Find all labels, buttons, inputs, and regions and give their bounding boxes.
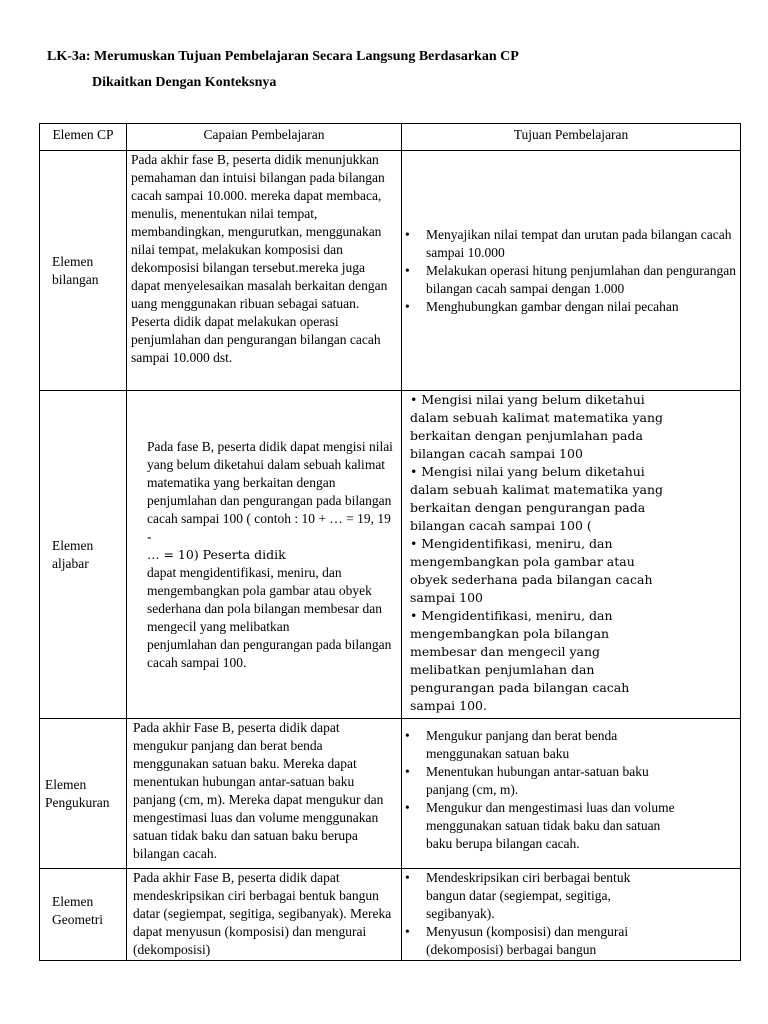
- tujuan-list: [402, 727, 680, 853]
- elemen-cell: Elemen bilangan: [40, 151, 127, 391]
- tujuan-cell: [402, 151, 741, 391]
- document-title: LK-3a: Merumuskan Tujuan Pembelajaran Secara Langsung Berdasarkan CP: [47, 49, 519, 64]
- capaian-cell: Pada akhir fase B, peserta didik menunjukkan pemahaman dan intuisi bilangan pada bilangan cacah sampai 10.000. mereka dapat membaca, menulis, menentukan nilai tempat, membandingkan, mengurutkan, menggunakan nilai tempat, melakukan komposisi dan dekomposisi bilangan tersebut.mereka juga dapat menyelesaikan masalah berkaitan dengan uang menggunakan ribuan sebagai satuan. Peserta didik dapat melakukan operasi penjumlahan dan pengurangan bilangan cacah sampai 10.000 dst.: [127, 151, 402, 391]
- table-row: [40, 869, 741, 961]
- tujuan-cell: • Mengisi nilai yang belum diketahui dalam sebuah kalimat matematika yang berkaitan dengan penjumlahan pada bilangan cacah sampai 100 • Mengisi nilai yang belum diketahui dalam sebuah kalimat matematika yang berkaitan dengan pengurangan pada bilangan cacah sampai 100 ( • Mengidentifikasi, meniru, dan mengembangkan pola gambar atau obyek sederhana pada bilangan cacah sampai 100 • Mengidentifikasi, meniru, dan mengembangkan pola bilangan membesar dan mengecil yang melibatkan penjumlahan dan pengurangan pada bilangan cacah sampai 100.: [402, 391, 741, 719]
- table-row: [40, 719, 741, 869]
- tujuan-cell: [402, 869, 741, 961]
- capaian-cell: Pada fase B, peserta didik dapat mengisi nilai yang belum diketahui dalam sebuah kalimat matematika yang berkaitan dengan penjumlahan dan pengurangan pada bilangan cacah sampai 100 ( contoh : 10 + … = 19, 19 - … = 10) Peserta didik dapat mengidentifikasi, meniru, dan mengembangkan pola gambar atau obyek sederhana dan pola bilangan membesar dan mengecil yang melibatkan penjumlahan dan pengurangan pada bilangan cacah sampai 100.: [127, 391, 402, 719]
- table-row: [40, 391, 741, 719]
- list-item: • Menyusun (komposisi) dan mengurai (dekomposisi) berbagai bangun: [402, 923, 650, 959]
- cp-table: [39, 123, 741, 961]
- elemen-cell: Elemen aljabar: [40, 391, 127, 719]
- list-item: • Mengukur panjang dan berat benda menggunakan satuan baku: [402, 727, 680, 763]
- list-item: • Mendeskripsikan ciri berbagai bentuk bangun datar (segiempat, segitiga, segibanyak).: [402, 869, 650, 923]
- document-subtitle: Dikaitkan Dengan Konteksnya: [92, 75, 277, 90]
- elemen-cell: Elemen Pengukuran: [40, 719, 127, 869]
- header-capaian: Capaian Pembelajaran: [127, 124, 402, 151]
- table-row: [40, 151, 741, 391]
- capaian-cell: Pada akhir Fase B, peserta didik dapat mendeskripsikan ciri berbagai bentuk bangun datar (segiempat, segitiga, segibanyak). Mereka dapat menyusun (komposisi) dan mengurai (dekomposisi): [127, 869, 402, 961]
- elemen-cell: Elemen Geometri: [40, 869, 127, 961]
- list-item: • Menyajikan nilai tempat dan urutan pada bilangan cacah sampai 10.000: [402, 226, 740, 262]
- tujuan-list: [402, 869, 650, 959]
- list-item: • Mengukur dan mengestimasi luas dan volume menggunakan satuan tidak baku dan satuan baku berupa bilangan cacah.: [402, 799, 680, 853]
- tujuan-cell: [402, 719, 741, 869]
- list-item: • Melakukan operasi hitung penjumlahan dan pengurangan bilangan cacah sampai dengan 1.000: [402, 262, 740, 298]
- header-tujuan: Tujuan Pembelajaran: [402, 124, 741, 151]
- header-elemen-cp: Elemen CP: [40, 124, 127, 151]
- table-header-row: [40, 124, 741, 151]
- tujuan-list: [402, 226, 740, 316]
- list-item: • Menghubungkan gambar dengan nilai pecahan: [402, 298, 740, 316]
- list-item: • Menentukan hubungan antar-satuan baku panjang (cm, m).: [402, 763, 680, 799]
- capaian-cell: Pada akhir Fase B, peserta didik dapat mengukur panjang dan berat benda menggunakan satuan baku. Mereka dapat menentukan hubungan antar-satuan baku panjang (cm, m). Mereka dapat mengukur dan mengestimasi luas dan volume menggunakan satuan tidak baku dan satuan baku berupa bilangan cacah.: [127, 719, 402, 869]
